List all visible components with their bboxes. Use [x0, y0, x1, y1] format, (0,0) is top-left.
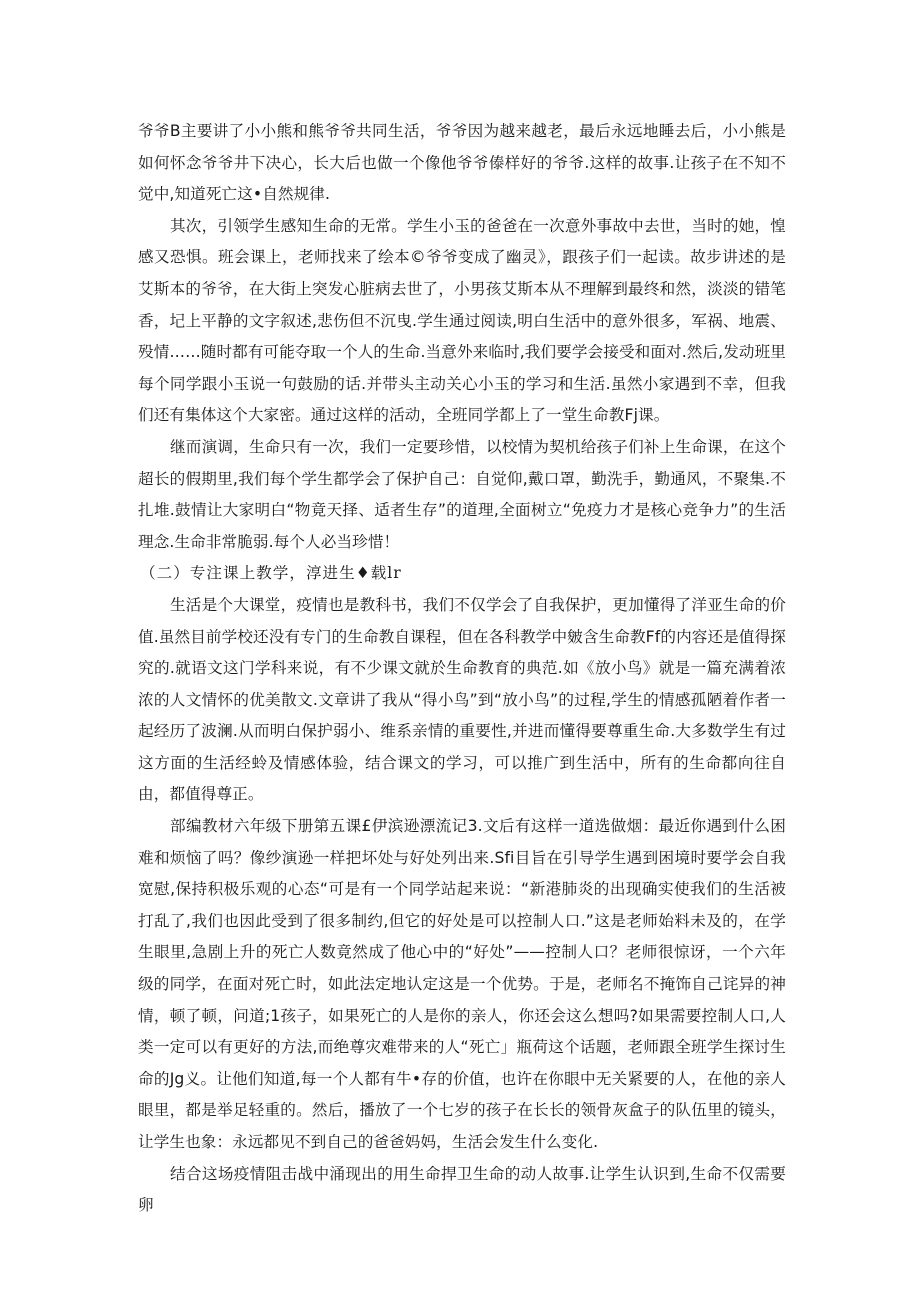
- paragraph-5: 部编教材六年级下册第五课£伊滨逊漂流记3.文后有这样一道选做烟：最近你遇到什么困难和烦恼了吗？像纱演逊一样把坏处与好处列出来.Sfi目旨在引导学生遇到困境时要学会自我宽慰,保持积极乐观的心态“可是有一个同学站起来说：“新港肺炎的出现确实使我们的生活被打乱了,我们也因此受到了很多制约,但它的好处是可以控制人口.”这是老师始料未及的，在学生眼里,急剧上升的死亡人数竟然成了他心中的“好处”——控制人口？老师很惊讶，一个六年级的同学，在面对死亡时，如此法定地认定这是一个优势。于是，老师名不掩饰自己诧异的神情，顿了顿，问道;1孩子，如果死亡的人是你的亲人，你还会这么想吗?如果需要控制人口,人类一定可以有更好的方法,而绝尊灾难带来的人“死亡」瓶荷这个话题，老师跟全班学生探讨生命的Jg义。让他们知道,每一个人都有牛•存的价值，也许在你眼中无关紧要的人，在他的亲人眼里，都是举足轻重的。然后，播放了一个七岁的孩子在长长的领骨灰盒子的队伍里的镜头，让学生也象：永远都见不到自己的爸爸妈妈，生活会发生什么变化.: [138, 817, 786, 1151]
- paragraph-3: 继而演调，生命只有一次，我们一定要珍惜，以校情为契机给孩子们补上生命课，在这个超长的假期里,我们每个学生都学会了保护自己：自觉仰,戴口罩，勤洗手，勤通风，不聚集.不扎堆.鼓情让大家明白“物竟天择、适者生存”的道理,全面树立“免疫力才是核心竞争力”的生活理念.生命非常脆弱.每个人必当珍惜！: [138, 437, 786, 551]
- section-heading: （二）专注课上教学，淳进生♦载lr: [140, 564, 402, 583]
- paragraph-2: 其次，引领学生感知生命的无常。学生小玉的爸爸在一次意外事故中去世，当时的她，惶感又恐惧。班会课上，老师找来了绘本©爷爷变成了幽灵》，跟孩子们一起读。故步讲述的是艾斯本的爷爷，在大街上突发心脏病去世了，小男孩艾斯本从不理解到最终和然，淡淡的错笔香，圮上平静的文字叙述,悲伤但不沉曳.学生通过阅读,明白生活中的意外很多，军祸、地震、殁情……随时都有可能夺取一个人的生命.当意外来临时,我们要学会接受和面对.然后,发动班里每个同学跟小玉说一句鼓励的话.并带头主动关心小玉的学习和生活.虽然小家遇到不幸，但我们还有集体这个大家密。通过这样的活动，全班同学都上了一堂生命教Fj课。: [138, 216, 786, 425]
- paragraph-4: 生活是个大课堂，疫情也是教科书，我们不仅学会了自我保护，更加懂得了洋亚生命的价值.虽然目前学校还没有专门的生命教自课程，但在各科教学中皴含生命教Ff的内容还是值得探究的.就语文这门学科来说，有不少课文就於生命教育的典范.如《放小鸟》就是一篇充满着浓浓的人文情怀的优美散文.文章讲了我从“得小鸟”到“放小鸟”的过程,学生的情感孤陋着作者一起经历了波澜.从而明白保护弱小、维系亲情的重要性,并进而懂得要尊重生命.大多数学生有过这方面的生活经蛉及情感体验，结合课文的学习，可以推广到生活中，所有的生命都向往自由，都值得尊正。: [138, 595, 786, 804]
- paragraph-6: 结合这场疫情阻击战中涌现出的用生命捍卫生命的动人故事.让学生认识到,生命不仅需要卵: [138, 1164, 786, 1215]
- paragraph-1: 爷爷B主要讲了小小熊和熊爷爷共同生活，爷爷因为越来越老，最后永远地睡去后，小小熊是如何怀念爷爷井下决心，长大后也做一个像他爷爷傣样好的爷爷.这样的故事.让孩子在不知不觉中,知道死亡这•自然规律.: [138, 122, 786, 204]
- document-body: [138, 116, 786, 1222]
